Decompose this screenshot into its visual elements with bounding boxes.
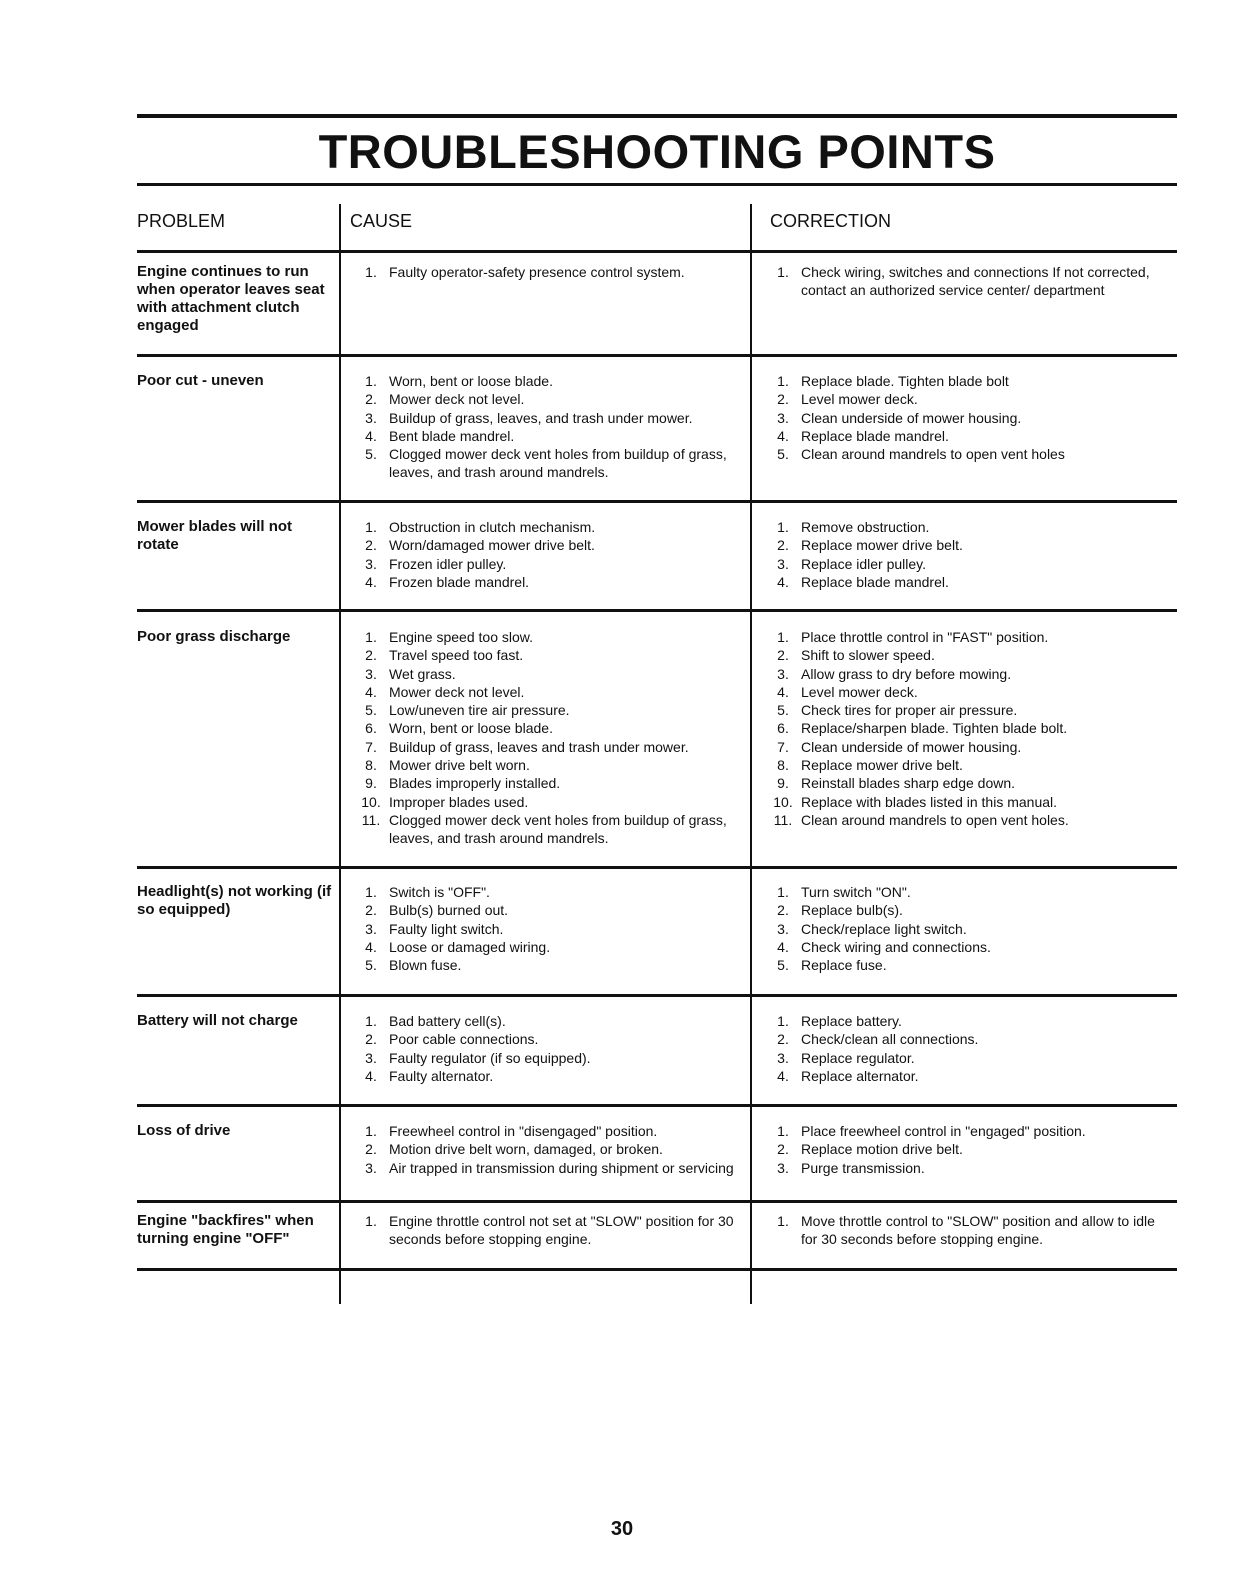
item-number: 1. [365,373,377,389]
item-number: 2. [365,537,377,554]
item-number: 10. [361,793,381,810]
correction-item [765,1159,1175,1177]
cause-item [353,628,753,646]
item-text: Replace blade mandrel. [801,573,949,590]
header-correction: CORRECTION [770,211,891,231]
row-divider [137,1104,1177,1107]
problem-text: Loss of drive [137,1122,231,1139]
item-text: Clean underside of mower housing. [801,738,1022,755]
item-text: Mower deck not level. [389,391,525,408]
item-text: Place throttle control in "FAST" position. [801,629,1049,645]
correction-item [765,719,1175,737]
row-divider [137,994,1177,997]
item-text: Loose or damaged wiring. [389,938,551,955]
correction-item [765,518,1175,536]
item-text: Replace with blades listed in this manual. [801,793,1058,810]
item-number: 2. [777,647,789,664]
item-number: 3. [777,920,789,937]
problem-text: Engine continues to run when operator leaves seat with attachment clutch engaged [137,263,325,334]
item-text: Faulty alternator. [389,1067,494,1084]
item-text: Travel speed too fast. [389,647,524,664]
causes-list [353,263,753,281]
correction-item [765,938,1175,956]
cause-item [353,518,753,536]
item-text: Frozen idler pulley. [389,555,507,572]
cause-item [353,1012,753,1030]
item-text: Check tires for proper air pressure. [801,702,1018,719]
item-text: Replace motion drive belt. [801,1141,963,1158]
item-text: Mower deck not level. [389,683,525,700]
item-text: Worn, bent or loose blade. [389,373,553,389]
correction-item [765,920,1175,938]
item-text: Clean underside of mower housing. [801,409,1022,426]
item-number: 5. [777,446,789,463]
cause-item [353,427,753,445]
item-number: 2. [365,1031,377,1048]
item-number: 1. [365,519,377,535]
correction-item [765,536,1175,554]
cause-item [353,793,753,811]
cause-item [353,263,753,281]
row-divider [137,866,1177,869]
item-number: 3. [777,555,789,572]
correction-item [765,646,1175,664]
item-number: 4. [365,1067,377,1084]
item-text: Check/clean all connections. [801,1031,979,1048]
cause-item [353,555,753,573]
item-text: Freewheel control in "disengaged" position. [389,1123,658,1139]
item-number: 3. [777,665,789,682]
item-text: Bent blade mandrel. [389,427,515,444]
correction-item [765,665,1175,683]
correction-item [765,390,1175,408]
item-text: Remove obstruction. [801,519,930,535]
causes-list [353,1012,753,1085]
row-divider [137,1200,1177,1203]
item-number: 2. [365,902,377,919]
item-number: 4. [365,938,377,955]
item-text: Switch is "OFF". [389,884,490,900]
correction-item [765,1122,1175,1140]
correction-item [765,628,1175,646]
item-text: Poor cable connections. [389,1031,539,1048]
row-divider [137,500,1177,503]
item-number: 2. [365,647,377,664]
item-number: 1. [777,373,789,389]
item-number: 1. [777,519,789,535]
cause-item [353,1140,753,1158]
correction-item [765,1067,1175,1085]
item-number: 9. [365,775,377,792]
correction-item [765,811,1175,829]
correction-item [765,683,1175,701]
item-number: 11. [773,811,793,828]
page-title: TROUBLESHOOTING POINTS [318,125,996,178]
cause-item [353,811,753,848]
item-text: Replace fuse. [801,957,887,974]
item-text: Engine speed too slow. [389,629,533,645]
item-number: 1. [777,264,789,280]
cause-item [353,719,753,737]
cause-item [353,573,753,591]
item-text: Check wiring, switches and connections If not corrected, contact an authorized service center/ department [801,264,1150,299]
corrections-list [765,1122,1175,1177]
cause-item [353,683,753,701]
correction-item [765,756,1175,774]
causes-list [353,883,753,974]
causes-list [353,1212,753,1249]
corrections-list [765,263,1175,300]
item-text: Mower drive belt worn. [389,757,530,774]
item-text: Air trapped in transmission during shipment or servicing [389,1159,734,1176]
item-number: 2. [777,1141,789,1158]
item-text: Level mower deck. [801,391,918,408]
item-text: Level mower deck. [801,683,918,700]
cause-item [353,536,753,554]
item-text: Place freewheel control in "engaged" position. [801,1123,1086,1139]
item-number: 6. [365,720,377,737]
cause-item [353,938,753,956]
cause-item [353,701,753,719]
item-number: 1. [777,1123,789,1139]
item-text: Clogged mower deck vent holes from buildup of grass, leaves, and trash around mandrels. [389,446,727,481]
item-number: 5. [365,702,377,719]
item-number: 4. [365,573,377,590]
item-number: 2. [777,537,789,554]
item-number: 7. [777,738,789,755]
item-text: Turn switch "ON". [801,884,911,900]
correction-item [765,956,1175,974]
item-number: 1. [365,264,377,280]
cause-item [353,445,753,482]
item-number: 2. [777,1031,789,1048]
item-number: 3. [365,920,377,937]
item-number: 3. [777,409,789,426]
item-text: Purge transmission. [801,1159,925,1176]
item-number: 1. [777,1213,789,1229]
corrections-list [765,518,1175,591]
item-text: Replace blade mandrel. [801,427,949,444]
cause-item [353,920,753,938]
cause-item [353,372,753,390]
cause-item [353,1030,753,1048]
item-text: Motion drive belt worn, damaged, or broken. [389,1141,663,1158]
correction-item [765,1049,1175,1067]
item-text: Shift to slower speed. [801,647,935,664]
item-text: Replace mower drive belt. [801,757,963,774]
correction-item [765,738,1175,756]
cause-item [353,390,753,408]
item-number: 4. [777,1067,789,1084]
item-text: Allow grass to dry before mowing. [801,665,1012,682]
item-text: Faulty operator-safety presence control system. [389,264,685,280]
header-cause: CAUSE [350,211,413,231]
correction-item [765,555,1175,573]
item-text: Obstruction in clutch mechanism. [389,519,596,535]
cause-item [353,409,753,427]
problem-text: Mower blades will not rotate [137,518,293,553]
correction-item [765,1212,1175,1249]
correction-item [765,372,1175,390]
item-text: Move throttle control to "SLOW" position and allow to idle for 30 seconds before stopping engine. [801,1213,1155,1248]
item-text: Buildup of grass, leaves and trash under mower. [389,738,689,755]
correction-item [765,409,1175,427]
item-text: Blown fuse. [389,957,462,974]
problem-text: Battery will not charge [137,1012,298,1029]
item-text: Reinstall blades sharp edge down. [801,775,1016,792]
row-divider [137,609,1177,612]
item-number: 5. [365,446,377,463]
correction-item [765,883,1175,901]
item-text: Replace alternator. [801,1067,919,1084]
item-number: 8. [365,757,377,774]
item-number: 8. [777,757,789,774]
item-number: 7. [365,738,377,755]
item-text: Clogged mower deck vent holes from buildup of grass, leaves, and trash around mandrels. [389,811,727,847]
row-divider [137,1268,1177,1271]
item-text: Wet grass. [389,665,456,682]
item-number: 5. [777,957,789,974]
item-number: 3. [365,409,377,426]
item-number: 2. [365,1141,377,1158]
header-problem: PROBLEM [137,211,226,231]
cause-item [353,1122,753,1140]
item-number: 2. [365,391,377,408]
item-number: 3. [365,1159,377,1176]
item-number: 1. [777,1013,789,1029]
item-number: 4. [777,938,789,955]
item-number: 2. [777,391,789,408]
corrections-list [765,1212,1175,1249]
item-number: 1. [365,629,377,645]
cause-item [353,1049,753,1067]
causes-list [353,372,753,482]
item-text: Replace bulb(s). [801,902,903,919]
item-text: Low/uneven tire air pressure. [389,702,570,719]
item-number: 9. [777,775,789,792]
cause-item [353,883,753,901]
cause-item [353,756,753,774]
column-divider-cause [339,204,341,1304]
correction-item [765,1030,1175,1048]
cause-item [353,665,753,683]
item-number: 1. [777,884,789,900]
problem-text: Headlight(s) not working (if so equipped) [137,883,332,918]
row-divider [137,354,1177,357]
correction-item [765,774,1175,792]
item-number: 4. [777,573,789,590]
item-number: 4. [365,427,377,444]
item-text: Replace idler pulley. [801,555,927,572]
title-top-rule [137,114,1177,118]
item-text: Buildup of grass, leaves, and trash under mower. [389,409,693,426]
item-number: 5. [365,957,377,974]
item-number: 3. [777,1049,789,1066]
correction-item [765,445,1175,463]
correction-item [765,427,1175,445]
corrections-list [765,628,1175,829]
causes-list [353,628,753,848]
correction-item [765,573,1175,591]
item-text: Replace mower drive belt. [801,537,963,554]
correction-item [765,1012,1175,1030]
item-number: 11. [361,811,381,828]
correction-item [765,701,1175,719]
item-text: Clean around mandrels to open vent holes. [801,811,1069,828]
item-text: Replace/sharpen blade. Tighten blade bolt. [801,720,1068,737]
page-number: 30 [610,1518,634,1540]
cause-item [353,1159,753,1177]
item-number: 6. [777,720,789,737]
item-number: 1. [365,1213,377,1229]
problem-text: Poor grass discharge [137,628,291,645]
item-text: Worn/damaged mower drive belt. [389,537,595,554]
cause-item [353,901,753,919]
causes-list [353,518,753,591]
item-text: Replace regulator. [801,1049,915,1066]
item-text: Worn, bent or loose blade. [389,720,553,737]
item-number: 4. [777,683,789,700]
item-text: Check wiring and connections. [801,938,991,955]
cause-item [353,774,753,792]
item-text: Faulty regulator (if so equipped). [389,1049,591,1066]
item-number: 2. [777,902,789,919]
correction-item [765,263,1175,300]
item-number: 4. [777,427,789,444]
item-text: Frozen blade mandrel. [389,573,530,590]
cause-item [353,1067,753,1085]
correction-item [765,901,1175,919]
item-number: 1. [365,884,377,900]
item-text: Clean around mandrels to open vent holes [801,446,1065,463]
cause-item [353,956,753,974]
causes-list [353,1122,753,1177]
item-text: Bad battery cell(s). [389,1013,506,1029]
correction-item [765,793,1175,811]
item-text: Bulb(s) burned out. [389,902,509,919]
cause-item [353,738,753,756]
corrections-list [765,372,1175,463]
problem-text: Poor cut - uneven [137,372,264,389]
item-number: 1. [365,1123,377,1139]
cause-item [353,646,753,664]
corrections-list [765,1012,1175,1085]
item-text: Improper blades used. [389,793,529,810]
item-number: 4. [365,683,377,700]
correction-item [765,1140,1175,1158]
item-text: Replace blade. Tighten blade bolt [801,373,1009,389]
item-number: 1. [777,629,789,645]
item-text: Check/replace light switch. [801,920,967,937]
item-number: 3. [365,1049,377,1066]
item-text: Faulty light switch. [389,920,504,937]
title-bottom-rule [137,183,1177,186]
item-text: Replace battery. [801,1013,902,1029]
problem-text: Engine "backfires" when turning engine "OFF" [137,1212,314,1247]
item-text: Blades improperly installed. [389,775,561,792]
row-divider [137,250,1177,253]
item-number: 3. [365,555,377,572]
item-number: 3. [777,1159,789,1176]
item-text: Engine throttle control not set at "SLOW" position for 30 seconds before stopping engine. [389,1213,734,1248]
corrections-list [765,883,1175,974]
item-number: 10. [773,793,793,810]
item-number: 5. [777,702,789,719]
item-number: 3. [365,665,377,682]
item-number: 1. [365,1013,377,1029]
cause-item [353,1212,753,1249]
